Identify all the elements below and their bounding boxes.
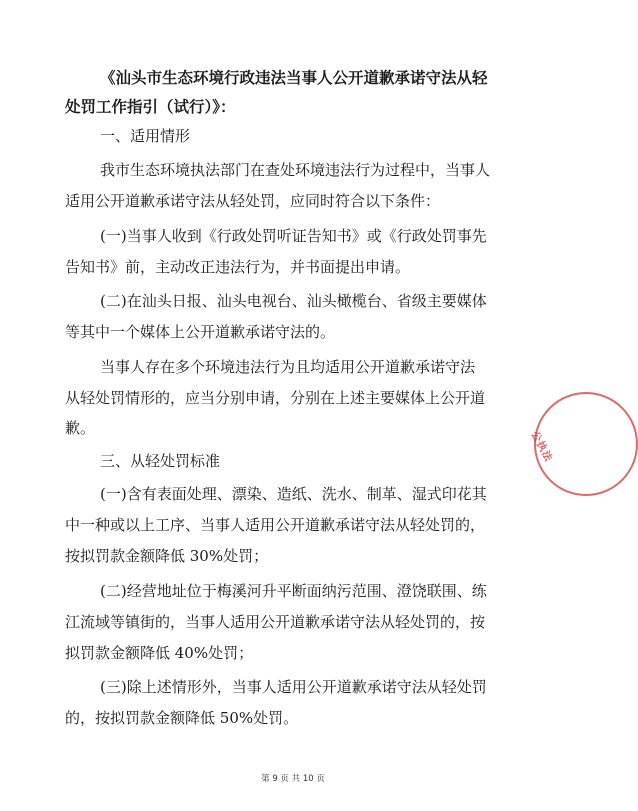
paragraph-line: 当事人存在多个环境违法行为且均适用公开道歉承诺守法 [100, 358, 476, 376]
paragraph-line: 适用公开道歉承诺守法从轻处罚，应同时符合以下条件： [65, 192, 441, 210]
official-seal-stamp [528, 392, 638, 496]
document-title-line-2: 处罚工作指引（试行）》： [65, 97, 236, 116]
paragraph-line: (一)含有表面处理、漂染、造纸、洗水、制革、湿式印花其 [100, 485, 487, 503]
paragraph-line: 拟罚款金额降低 40%处罚； [65, 644, 254, 662]
section-heading-standard: 三、从轻处罚标准 [100, 452, 221, 470]
paragraph-line: 告知书》前，主动改正违法行为，并书面提出申请。 [65, 258, 411, 276]
paragraph-line: 的，按拟罚款金额降低 50%处罚。 [65, 709, 299, 727]
paragraph-line: 我市生态环境执法部门在查处环境违法行为过程中，当事人 [100, 161, 491, 179]
paragraph-line: 等其中一个媒体上公开道歉承诺守法的。 [65, 323, 336, 341]
page-number-footer: 第 9 页 共 10 页 [261, 774, 325, 784]
paragraph-line: (二)在汕头日报、汕头电视台、汕头橄榄台、省级主要媒体 [100, 292, 487, 310]
paragraph-line: 中一种或以上工序、当事人适用公开道歉承诺守法从轻处罚的， [65, 516, 486, 534]
document-title-line-1: 《汕头市生态环境行政违法当事人公开道歉承诺守法从轻 [100, 68, 488, 87]
paragraph-line: (三)除上述情形外，当事人适用公开道歉承诺守法从轻处罚 [100, 678, 487, 696]
paragraph-line: (一)当事人收到《行政处罚听证告知书》或《行政处罚事先 [100, 227, 487, 245]
seal-text: 公执法 [528, 429, 554, 465]
paragraph-line: 江流域等镇街的，当事人适用公开道歉承诺守法从轻处罚的，按 [65, 613, 486, 631]
paragraph-line: (二)经营地址位于梅溪河升平断面纳污范围、澄饶联围、练 [100, 582, 487, 600]
section-heading-applicable: 一、适用情形 [100, 127, 191, 145]
paragraph-line: 按拟罚款金额降低 30%处罚； [65, 547, 269, 565]
paragraph-line: 歉。 [65, 419, 96, 437]
paragraph-line: 从轻处罚情形的，应当分别申请，分别在上述主要媒体上公开道 [65, 389, 486, 407]
